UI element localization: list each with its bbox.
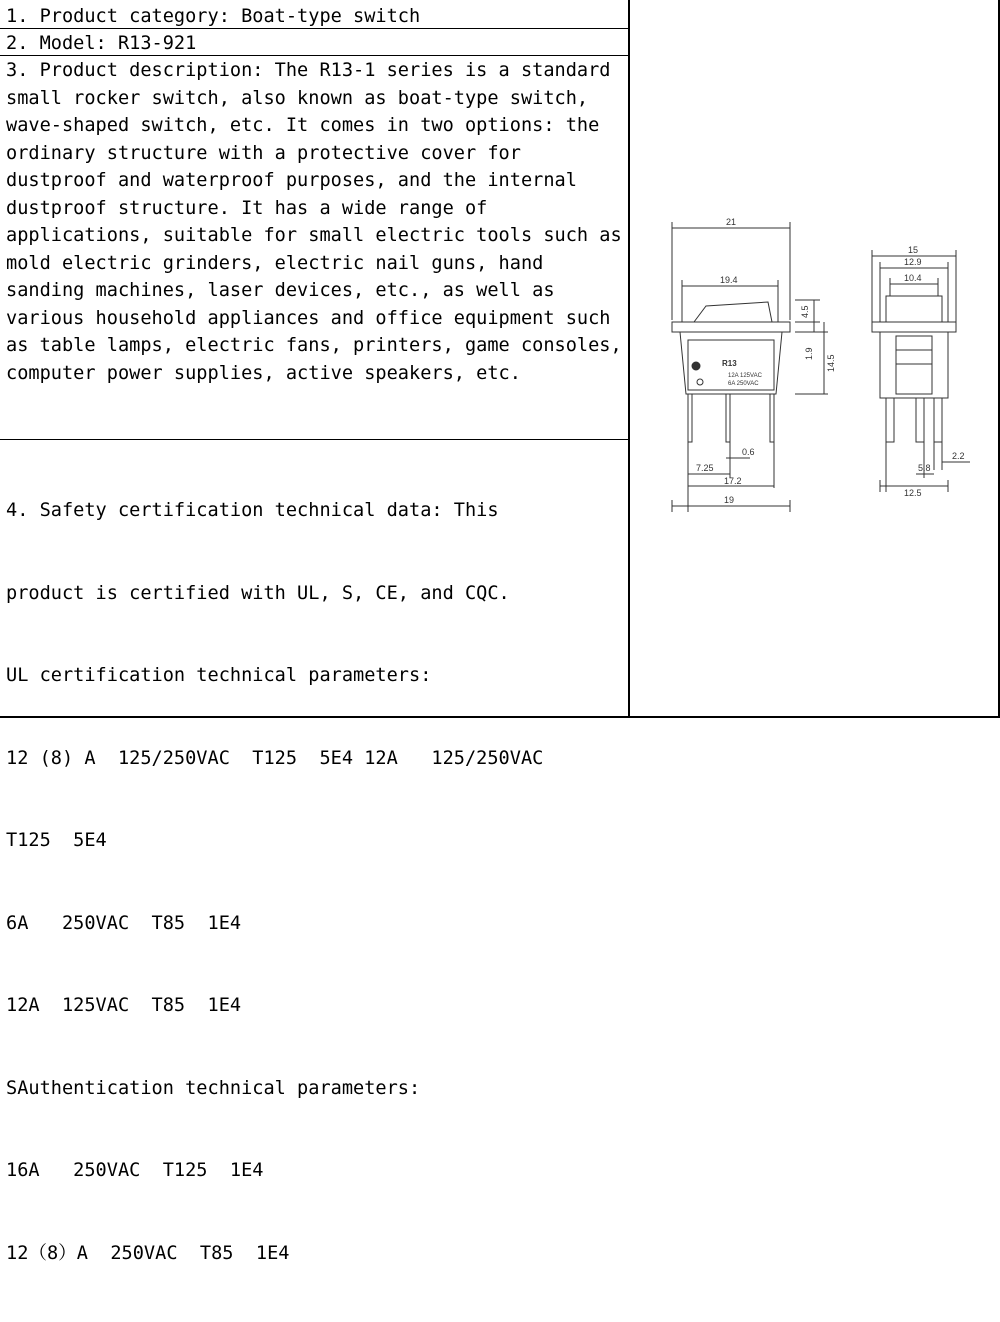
marking-rating-1: 12A 125VAC [728,373,762,379]
dim-pin-pitch-label: 7.25 [696,463,714,473]
dim-body-label: 14.5 [826,354,836,372]
safety-line: product is certified with UL, S, CE, and CQC. [6,582,510,604]
switch-dimension-drawing [630,0,998,716]
safety-line: 12A 125VAC T85 1E4 [6,995,242,1016]
dim-pins-label: 17.2 [724,476,742,486]
safety-line: 4. Safety certification technical data: This [6,500,499,521]
safety-line: 12 (8) A 125/250VAC T125 5E4 12A 125/250VAC [6,747,544,769]
dim-rocker-label: 1.9 [804,347,814,360]
dim-top-label: 4.5 [800,305,810,318]
side-dim-pin-gap-label: 5.8 [918,463,931,473]
safety-line: 16A 250VAC T125 1E4 [6,1160,264,1181]
safety-line: UL certification technical parameters: [6,665,432,686]
product-category-row: 1. Product category: Boat-type switch [0,3,628,29]
dim-width-label: 21 [726,217,737,227]
product-description-row: 3. Product description: The R13-1 series is a standard small rocker switch, also known as boat-type switch, wave-shaped switch, etc. It comes in two options: the ordinary structure with a protective cover for dustproof and waterproof purposes, and the internal dustproof structure. It has a wide range of applications, suitable for small electric tools such as mold electric grinders, electric nail guns, hand sanding machines, laser devices, etc., as well as various household appliances and office equipment such as table lamps, electric fans, printers, game consoles, computer power supplies, active speakers, etc. [0,57,628,440]
side-dim-inner-label: 12.9 [904,257,922,267]
side-dim-rocker-label: 10.4 [904,273,922,283]
dim-inner-label: 19.4 [720,275,738,285]
safety-certification-row [0,442,628,1264]
safety-line: SAuthentication technical parameters: [6,1077,421,1099]
dim-total-label: 19 [724,495,735,505]
side-dim-width-label: 15 [908,245,919,255]
safety-line: T125 5E4 [6,830,107,851]
marking-model: R13 [722,359,737,368]
side-dim-pin-thick-label: 2.2 [952,451,965,461]
model-row: 2. Model: R13-921 [0,30,628,56]
safety-line: 12（8）A 250VAC T85 1E4 [6,1242,290,1264]
dimension-drawing-column [630,0,1000,718]
dim-pin-width-label: 0.6 [742,447,755,457]
safety-line: 6A 250VAC T85 1E4 [6,912,242,934]
side-dim-base-label: 12.5 [904,488,922,498]
marking-rating-2: 6A 250VAC [728,381,759,387]
